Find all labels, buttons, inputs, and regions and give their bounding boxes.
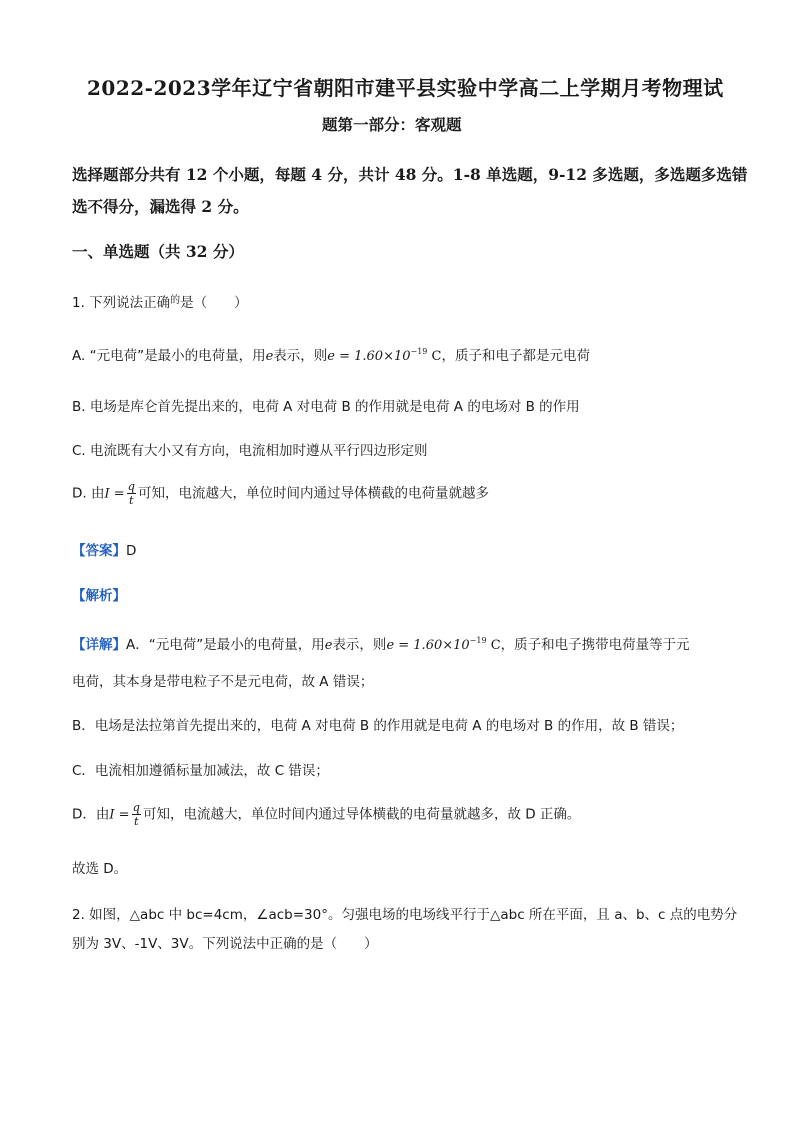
detail-a-pre: A．“元电荷”是最小的电荷量，用 xyxy=(126,637,325,653)
intro-line-1: 选择题部分共有 12 个小题，每题 4 分，共计 48 分。1-8 单选题，9-12 多选题，多选题多选错 xyxy=(72,165,748,184)
section-heading: 一、单选题（共 32 分） xyxy=(72,242,244,261)
question-1-option-c: C. 电流既有大小又有方向，电流相加时遵从平行四边形定则 xyxy=(72,443,428,459)
option-d-fraction xyxy=(127,480,136,507)
question-1-stem-tail: 是（ ） xyxy=(180,295,248,311)
answer-value: D xyxy=(126,543,137,559)
document-subtitle: 题第一部分：客观题 xyxy=(322,115,462,134)
answer-line xyxy=(72,539,136,559)
option-a-mid: 表示，则 xyxy=(273,348,328,364)
option-d-denominator: t xyxy=(129,493,134,507)
detail-line-d xyxy=(72,801,580,828)
conclusion-line: 故选 D。 xyxy=(72,861,128,877)
detail-a-mid: 表示，则 xyxy=(332,637,387,653)
analysis-line xyxy=(72,584,126,604)
question-1-stem xyxy=(72,291,248,311)
option-a-unit: C xyxy=(427,349,442,364)
question-2-line-1: 2. 如图，△abc 中 bc=4cm，∠acb=30°。匀强电场的电场线平行于△abc 所在平面，且 a、b、c 点的电势分 xyxy=(72,907,738,923)
option-d-numerator: q xyxy=(127,479,136,493)
question-2-line-2: 别为 3V、-1V、3V。下列说法中正确的是（ ） xyxy=(72,936,378,952)
detail-tag: 【详解】 xyxy=(72,637,126,653)
detail-d-pre: D．由 xyxy=(72,806,110,823)
question-1-option-d xyxy=(72,480,489,507)
option-a-var: e xyxy=(265,349,274,364)
question-1-stem-superscript: 的 xyxy=(170,295,181,306)
answer-tag: 【答案】 xyxy=(72,543,126,559)
detail-d-fraction xyxy=(132,801,141,828)
detail-line-a2: 电荷，其本身是带电粒子不是元电荷，故 A 错误； xyxy=(72,674,374,690)
detail-line-a xyxy=(72,633,690,653)
option-a-pre: A. “元电荷”是最小的电荷量，用 xyxy=(72,348,266,364)
detail-d-denominator: t xyxy=(133,814,139,828)
intro-line-2: 选不得分，漏选得 2 分。 xyxy=(72,197,249,216)
option-d-lhs: I = xyxy=(104,486,125,502)
question-1-stem-text: 1. 下列说法正确 xyxy=(72,295,171,311)
detail-line-b: B．电场是法拉第首先提出来的，电荷 A 对电荷 B 的作用就是电荷 A 的电场对 B 的作用，故 B 错误； xyxy=(72,718,684,734)
detail-a-unit: C xyxy=(486,638,501,653)
question-1-option-a xyxy=(72,344,590,364)
question-1-option-b: B. 电场是库仑首先提出来的，电荷 A 对电荷 B 的作用就是电荷 A 的电场对 B 的作用 xyxy=(72,399,580,415)
option-d-post: 可知，电流越大，单位时间内通过导体横截的电荷量就越多 xyxy=(138,485,490,502)
detail-d-post: 可知，电流越大，单位时间内通过导体横截的电荷量就越多，故 D 正确。 xyxy=(142,806,581,823)
option-d-pre: D. 由 xyxy=(72,485,105,502)
detail-a-eq xyxy=(386,638,500,653)
option-a-eq-text: e = 1.60×10 xyxy=(327,349,411,364)
detail-a-eq-exp: −19 xyxy=(469,636,487,645)
option-a-eq xyxy=(327,349,441,364)
detail-d-numerator: q xyxy=(132,800,140,814)
detail-a-var: e xyxy=(324,638,333,653)
analysis-tag: 【解析】 xyxy=(72,588,126,604)
detail-a-eq-text: e = 1.60×10 xyxy=(386,638,470,653)
detail-d-lhs: I = xyxy=(109,807,130,823)
option-a-post: ，质子和电子都是元电荷 xyxy=(441,348,590,364)
document-title: 2022-2023学年辽宁省朝阳市建平县实验中学高二上学期月考物理试 xyxy=(87,76,724,100)
detail-line-c: C．电流相加遵循标量加减法，故 C 错误； xyxy=(72,763,329,779)
detail-a-post: ，质子和电子携带电荷量等于元 xyxy=(500,637,690,653)
option-a-eq-exp: −19 xyxy=(410,347,428,356)
